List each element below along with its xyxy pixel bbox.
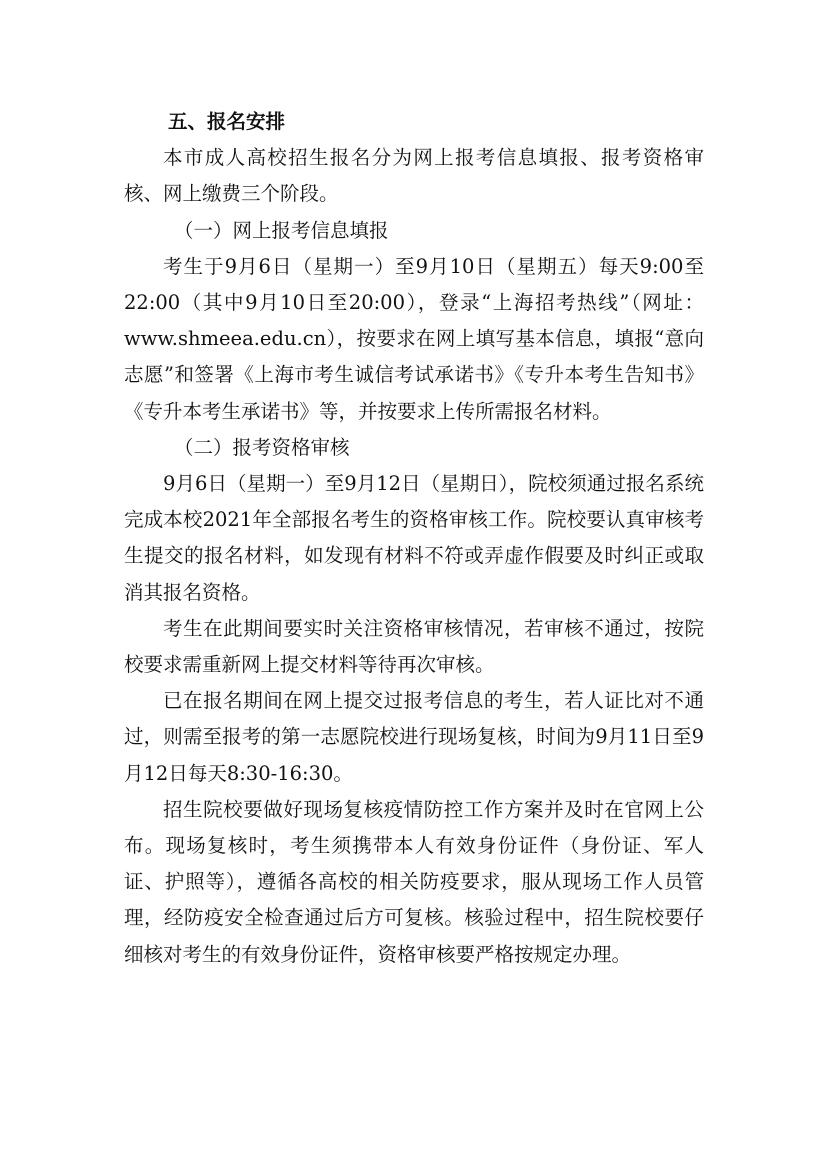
paragraph-onsite-recheck: 已在报名期间在网上提交过报考信息的考生，若人证比对不通过，则需至报考的第一志愿院校进行现场复核，时间为9月11日至9月12日每天8:30-16:30。 — [124, 689, 704, 785]
subsection-heading-qualification-review: （二）报考资格审核 — [174, 435, 350, 459]
document-page — [124, 104, 704, 973]
paragraph-epidemic-prevention: 招生院校要做好现场复核疫情防控工作方案并及时在官网上公布。现场复核时，考生须携带本人有效身份证件（身份证、军人证、护照等），遵循各高校的相关防疫要求，服从现场工作人员管理，经防疫安全检查通过后方可复核。核验过程中，招生院校要仔细核对考生的有效身份证件，资格审核要严格按规定办理。 — [124, 797, 704, 966]
section-heading: 五、报名安排 — [168, 110, 286, 133]
subsection-heading-online-registration: （一）网上报考信息填报 — [174, 218, 389, 242]
paragraph-review-schedule: 9月6日（星期一）至9月12日（星期日），院校须通过报名系统完成本校2021年全部报名考生的资格审核工作。院校要认真审核考生提交的报名材料，如发现有材料不符或弄虚作假要及时纠正或取消其报名资格。 — [124, 472, 704, 604]
paragraph-review-followup: 考生在此期间要实时关注资格审核情况，若审核不通过，按院校要求需重新网上提交材料等待再次审核。 — [124, 616, 704, 677]
paragraph-online-registration: 考生于9月6日（星期一）至9月10日（星期五）每天9:00至22:00（其中9月10日至20:00），登录“上海招考热线”（网址：www.shmeea.edu.cn），按要求在网上填写基本信息，填报“意向志愿”和签署《上海市考生诚信考试承诺书》《专升本考生告知书》《专升本考生承诺书》等，并按要求上传所需报名材料。 — [124, 254, 704, 423]
section-intro: 本市成人高校招生报名分为网上报考信息填报、报考资格审核、网上缴费三个阶段。 — [124, 146, 704, 206]
